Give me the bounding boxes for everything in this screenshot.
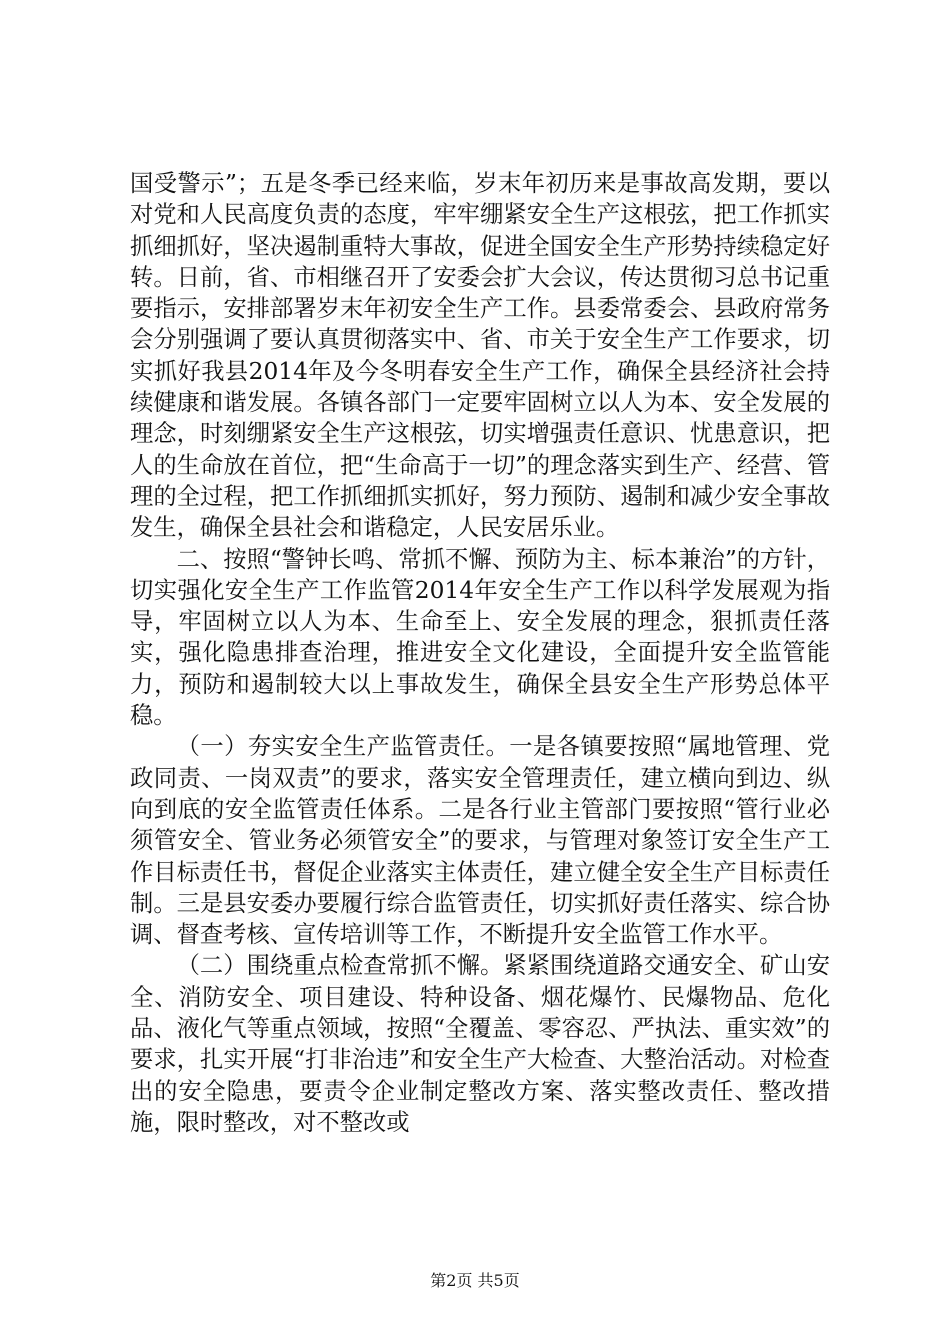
paragraph-section-two: 二、按照“警钟长鸣、常抓不懈、预防为主、标本兼治”的方针，切实强化安全生产工作监管2014年安全生产工作以科学发展观为指导，牢固树立以人为本、生命至上、安全发展的理念，狠抓责任落实，强化隐患排查治理，推进安全文化建设，全面提升安全监管能力，预防和遏制较大以上事故发生，确保全县安全生产形势总体平稳。 — [130, 545, 830, 730]
page-footer: 第2页 共5页 — [430, 1271, 520, 1290]
paragraph-subsection-two: （二）围绕重点检查常抓不懈。紧紧围绕道路交通安全、矿山安全、消防安全、项目建设、特种设备、烟花爆竹、民爆物品、危化品、液化气等重点领域，按照“全覆盖、零容忍、严执法、重实效”的要求，扎实开展“打非治违”和安全生产大检查、大整治活动。对检查出的安全隐患，要责令企业制定整改方案、落实整改责任、整改措施，限时整改，对不整改或 — [130, 952, 830, 1136]
paragraph-continued: 国受警示”；五是冬季已经来临，岁末年初历来是事故高发期，要以对党和人民高度负责的态度，牢牢绷紧安全生产这根弦，把工作抓实抓细抓好，坚决遏制重特大事故，促进全国安全生产形势持续稳定好转。日前，省、市相继召开了安委会扩大会议，传达贯彻习总书记重要指示，安排部署岁末年初安全生产工作。县委常委会、县政府常务会分别强调了要认真贯彻落实中、省、市关于安全生产工作要求，切实抓好我县2014年及今冬明春安全生产工作，确保全县经济社会持续健康和谐发展。各镇各部门一定要牢固树立以人为本、安全发展的理念，时刻绷紧安全生产这根弦，切实增强责任意识、忧患意识，把人的生命放在首位，把“生命高于一切”的理念落实到生产、经营、管理的全过程，把工作抓细抓实抓好，努力预防、遏制和减少安全事故发生，确保全县社会和谐稳定，人民安居乐业。 — [130, 170, 830, 542]
paragraph-subsection-one: （一）夯实安全生产监管责任。一是各镇要按照“属地管理、党政同责、一岗双责”的要求，落实安全管理责任，建立横向到边、纵向到底的安全监管责任体系。二是各行业主管部门要按照“管行业必须管安全、管业务必须管安全”的要求，与管理对象签订安全生产工作目标责任书，督促企业落实主体责任，建立健全安全生产目标责任制。三是县安委办要履行综合监管责任，切实抓好责任落实、综合协调、督查考核、宣传培训等工作，不断提升安全监管工作水平。 — [130, 733, 830, 949]
document-body — [130, 168, 830, 1138]
